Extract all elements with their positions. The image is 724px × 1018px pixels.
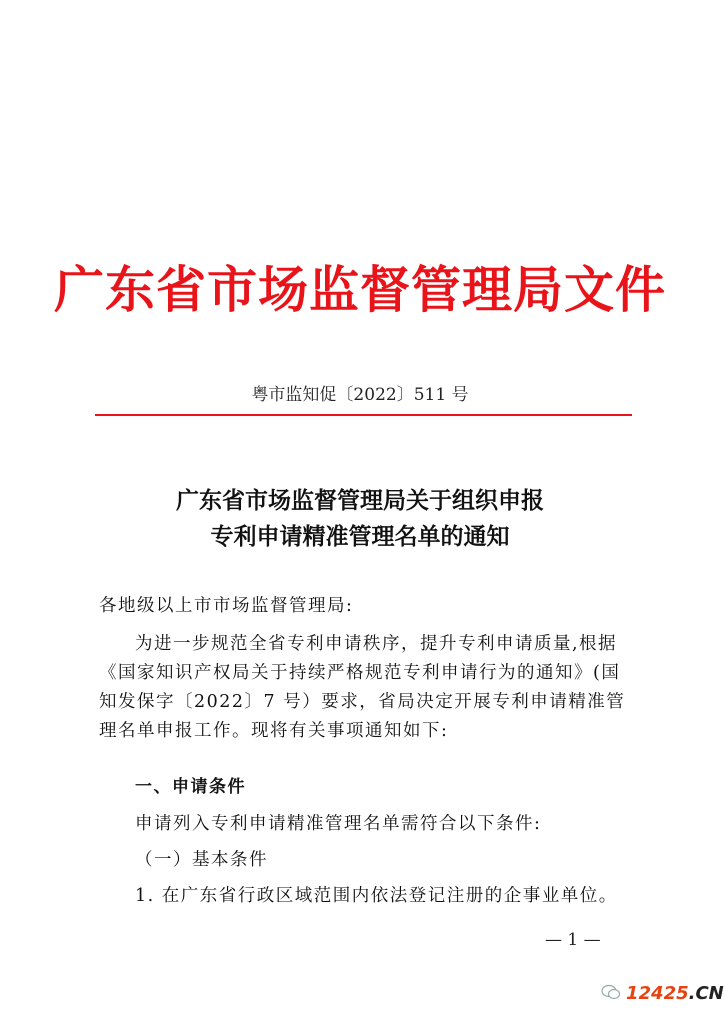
title-line-2: 专利申请精准管理名单的通知: [210, 523, 510, 550]
red-divider: [95, 414, 632, 416]
wechat-icon: [601, 984, 621, 1000]
page-number: — 1 —: [545, 930, 601, 950]
document-number: 粤市监知促〔2022〕511 号: [251, 385, 469, 405]
watermark-tld: .CN: [688, 983, 724, 1004]
list-item: 1. 在广东省行政区域范围内依法登记注册的企事业单位。: [135, 886, 618, 906]
watermark-number: 12425: [626, 983, 689, 1004]
watermark-brand: [626, 983, 724, 1004]
title-line-1: 广东省市场监督管理局关于组织申报: [176, 487, 544, 514]
document-title: [0, 483, 720, 555]
subsection-heading: （一）基本条件: [135, 850, 268, 870]
section-heading-1: 一、申请条件: [135, 777, 246, 797]
salutation: 各地级以上市市场监督管理局:: [99, 596, 354, 616]
section-intro: 申请列入专利申请精准管理名单需符合以下条件:: [135, 814, 542, 834]
paragraph-intro: 为进一步规范全省专利申请秩序，提升专利申请质量,根据《国家知识产权局关于持续严格规范专利申请行为的通知》(国知发保字〔2022〕7 号）要求，省局决定开展专利申请精准管理名单申报工作。现将有关事项通知如下:: [99, 634, 626, 741]
document-masthead: 广东省市场监督管理局文件: [54, 261, 666, 319]
